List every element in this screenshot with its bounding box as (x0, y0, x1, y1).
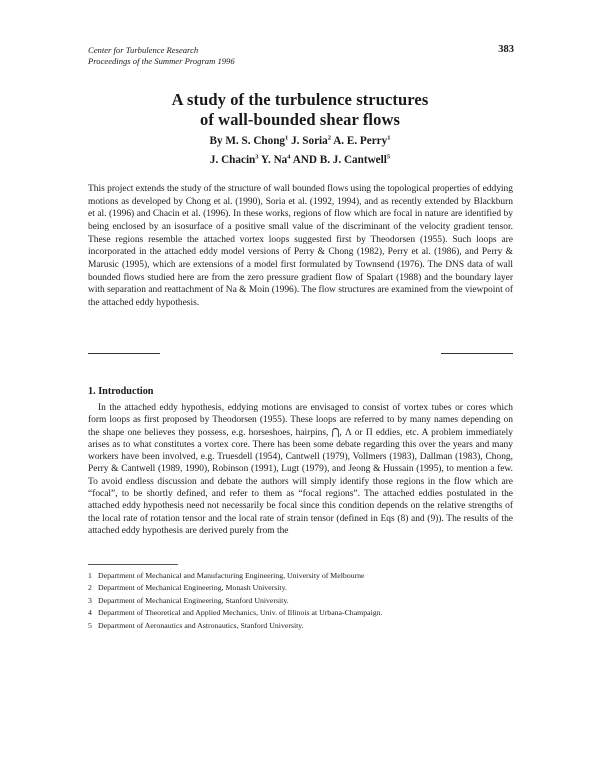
footnote-number: 5 (88, 620, 92, 630)
footnote-number: 2 (88, 583, 92, 593)
separator-rule (88, 353, 160, 354)
footnote-text: Department of Mechanical and Manufacturing Engineering, University of Melbourne (98, 571, 365, 580)
author-line-1 (0, 132, 600, 151)
footnote-text: Department of Theoretical and Applied Mechanics, Univ. of Illinois at Urbana-Champaign. (98, 608, 383, 618)
author-name: J. Chacin (209, 154, 256, 166)
page-number: 383 (498, 44, 514, 55)
affiliation-mark: 4 (287, 153, 291, 161)
paper-title (0, 90, 600, 130)
author-name: B. J. Cantwell (319, 154, 387, 166)
footnote (88, 582, 513, 594)
separator-rule (441, 353, 513, 354)
footnote (88, 607, 513, 619)
introduction-paragraph: In the attached eddy hypothesis, eddying motions are envisaged to consist of vortex tubes or cores which form loops as first proposed by Theodorsen (1955). These loops are referred to by many names depending on the shape one believes they possess, e.g. horseshoes, hairpins, ⋂, Λ or Π eddies, etc. A problem immediately arises as to what constitutes a vortex core. There has been some debate regarding this over the years and many workers have been involved, e.g. Truesdell (1954), Cantwell (1979), Vollmers (1983), Dallman (1983), Chong, Perry & Cantwell (1989, 1990), Robinson (1991), Lugt (1979), and Jeong & Hussain (1995), to mention a few. To avoid endless discussion and debate the authors will simply identify those regions in the flow which are “focal”, to be shortly defined, and refer to them as “focal regions”. The attached eddies postulated in the attached eddy hypothesis need not necessarily be focal since this condition depends on the relative strengths of the local rate of rotation tensor and the local rate of strain tensor (defined in Eqs (8) and (9)). The results of the attached eddy hypothesis are derived purely from the (88, 403, 513, 536)
author-name: M. S. Chong (225, 135, 286, 147)
affiliation-mark: 1 (387, 134, 391, 142)
affiliation-mark: 1 (285, 134, 289, 142)
affiliation-mark: 2 (327, 134, 331, 142)
running-head-line-2: Proceedings of the Summer Program 1996 (88, 56, 235, 66)
footnotes (88, 570, 513, 632)
footnote-text: Department of Aeronautics and Astronautics, Stanford University. (98, 620, 304, 630)
footnote (88, 595, 513, 607)
footnote-number: 4 (88, 608, 92, 618)
footnote-rule (88, 564, 178, 565)
and-label: AND (292, 154, 317, 166)
footnote (88, 620, 513, 632)
footnote-number: 3 (88, 595, 92, 605)
by-label: By (209, 135, 223, 147)
author-list (0, 132, 600, 170)
footnote (88, 570, 513, 582)
footnote-number: 1 (88, 571, 92, 580)
section-heading: 1. Introduction (88, 386, 154, 397)
author-line-2 (0, 151, 600, 170)
footnote-text: Department of Mechanical Engineering, Stanford University. (98, 595, 289, 605)
running-head (88, 45, 235, 67)
footnote-text: Department of Mechanical Engineering, Monash University. (98, 583, 287, 593)
affiliation-mark: 3 (255, 153, 259, 161)
abstract-separator (88, 353, 513, 354)
title-line-2: of wall-bounded shear flows (200, 110, 400, 129)
author-name: J. Soria (291, 135, 328, 147)
title-line-1: A study of the turbulence structures (171, 90, 429, 109)
running-head-line-1: Center for Turbulence Research (88, 45, 199, 55)
abstract: This project extends the study of the structure of wall bounded flows using the topological properties of eddying motions as developed by Chong et al. (1990), Soria et al. (1992, 1994), and as recently extended by Blackburn et al. (1996) and Chacin et al. (1996). In these works, regions of flow which are focal in nature are identified by being enclosed by an isosurface of a positive small value of the discriminant of the velocity gradient tensor. These regions resemble the attached vortex loops suggested first by Theodorsen (1955). Such loops are incorporated in the attached eddy model versions of Perry & Chong (1982), Perry et al. (1986), and Perry & Marusic (1995), which are extensions of a model first formulated by Townsend (1976). The DNS data of wall bounded flows studied here are from the zero pressure gradient flow of Spalart (1988) and the boundary layer with separation and reattachment of Na & Moin (1996). The flow structures are examined from the viewpoint of the attached eddy hypothesis. (88, 184, 513, 308)
author-name: A. E. Perry (333, 135, 388, 147)
affiliation-mark: 5 (386, 153, 391, 161)
author-name: Y. Na (260, 154, 288, 166)
